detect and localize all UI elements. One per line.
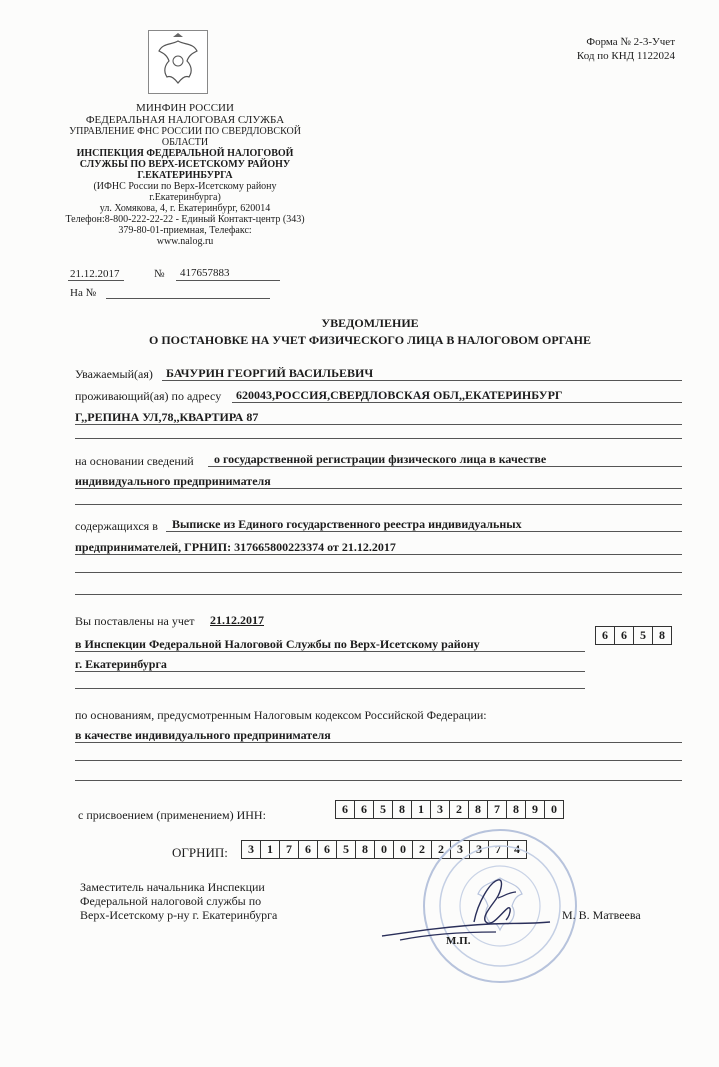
ogrnip-label: ОГРНИП: <box>172 845 228 860</box>
form-name: Форма № 2-3-Учет <box>586 36 675 48</box>
address-line-2: Г,,РЕПИНА УЛ,78,,КВАРТИРА 87 <box>75 410 259 424</box>
inn-digit: 6 <box>354 800 374 819</box>
ogrnip-digit: 2 <box>412 840 432 859</box>
grounds-label: по основаниям, предусмотренным Налоговым кодексом Российской Федерации: <box>75 708 487 722</box>
contained-line-1: Выписке из Единого государственного реестра индивидуальных <box>172 517 522 531</box>
ogrnip-digit: 7 <box>488 840 508 859</box>
header-line: ИНСПЕКЦИЯ ФЕДЕРАЛЬНОЙ НАЛОГОВОЙ <box>76 148 294 159</box>
ogrnip-digit: 3 <box>469 840 489 859</box>
inn-label: с присвоением (применением) ИНН: <box>78 808 266 822</box>
inn-digit: 8 <box>468 800 488 819</box>
signer-title-line-1: Заместитель начальника Инспекции <box>80 880 265 894</box>
ogrnip-digit: 6 <box>298 840 318 859</box>
inn-digit: 7 <box>487 800 507 819</box>
header-line: УПРАВЛЕНИЕ ФНС РОССИИ ПО СВЕРДЛОВСКОЙ <box>69 126 301 137</box>
header-line: г.Екатеринбурга) <box>149 192 221 203</box>
header-line: ул. Хомякова, 4, г. Екатеринбург, 620014 <box>99 203 271 214</box>
ogrnip-digit: 3 <box>450 840 470 859</box>
inn-digit: 0 <box>544 800 564 819</box>
header-line: www.nalog.ru <box>156 236 214 247</box>
header-line: СЛУЖБЫ ПО ВЕРХ-ИСЕТСКОМУ РАЙОНУ <box>79 159 291 170</box>
registered-date: 21.12.2017 <box>210 613 264 627</box>
basis-line-1: о государственной регистрации физического лица в качестве <box>214 452 547 466</box>
header-block <box>60 102 310 247</box>
header-line: (ИФНС России по Верх-Исетскому району <box>93 181 277 192</box>
handwritten-signature-icon <box>370 862 570 952</box>
ogrnip-digit: 8 <box>355 840 375 859</box>
contained-line-2: предпринимателей, ГРНИП: 317665800223374 от 21.12.2017 <box>75 540 396 554</box>
ogrnip-digit: 0 <box>393 840 413 859</box>
header-line: 379-80-01-приемная, Телефакс: <box>118 225 252 236</box>
inn-digit: 6 <box>335 800 355 819</box>
ogrnip-digit: 1 <box>260 840 280 859</box>
code-digit: 6 <box>614 626 634 645</box>
ogrnip-digit: 4 <box>507 840 527 859</box>
dear-label: Уважаемый(ая) <box>75 367 153 381</box>
coat-of-arms-icon <box>148 30 208 94</box>
ogrnip-digit: 2 <box>431 840 451 859</box>
doc-date: 21.12.2017 <box>70 268 120 280</box>
signer-name: М. В. Матвеева <box>562 908 641 922</box>
doc-number: 417657883 <box>180 267 230 279</box>
address-label: проживающий(ая) по адресу <box>75 389 222 403</box>
address-line-1: 620043,РОССИЯ,СВЕРДЛОВСКАЯ ОБЛ,,ЕКАТЕРИНБУРГ <box>236 388 563 402</box>
na-label: На № <box>70 287 97 299</box>
code-digit: 8 <box>652 626 672 645</box>
inn-digit: 2 <box>449 800 469 819</box>
ogrnip-digit: 0 <box>374 840 394 859</box>
ogrnip-digit: 3 <box>241 840 261 859</box>
form-knd: Код по КНД 1122024 <box>576 50 675 62</box>
ogrnip-digit: 7 <box>279 840 299 859</box>
ogrnip-digit: 6 <box>317 840 337 859</box>
ogrnip-digit: 5 <box>336 840 356 859</box>
inspection-line-2: г. Екатеринбурга <box>75 657 167 671</box>
inn-boxes <box>336 800 564 819</box>
code-digit: 6 <box>595 626 615 645</box>
header-line: Телефон:8-800-222-22-22 - Единый Контакт-центр (343) <box>65 214 305 225</box>
signer-title-line-2: Федеральной налоговой службы по <box>80 894 262 908</box>
stamp-place-label: М.П. <box>446 935 471 947</box>
header-line: ФЕДЕРАЛЬНАЯ НАЛОГОВАЯ СЛУЖБА <box>85 114 285 126</box>
title-line-1: УВЕДОМЛЕНИЕ <box>321 316 419 330</box>
inspection-line-1: в Инспекции Федеральной Налоговой Службы по Верх-Исетскому району <box>75 637 480 651</box>
header-line: ОБЛАСТИ <box>161 137 209 148</box>
taxpayer-name: БАЧУРИН ГЕОРГИЙ ВАСИЛЬЕВИЧ <box>166 366 374 380</box>
inn-digit: 8 <box>392 800 412 819</box>
signer-title-line-3: Верх-Исетскому р-ну г. Екатеринбурга <box>80 908 278 922</box>
inn-digit: 9 <box>525 800 545 819</box>
header-line: Г.ЕКАТЕРИНБУРГА <box>137 170 233 181</box>
inn-digit: 1 <box>411 800 431 819</box>
basis-line-2: индивидуального предпринимателя <box>75 474 271 488</box>
inspection-code <box>596 626 672 645</box>
inn-digit: 5 <box>373 800 393 819</box>
title-line-2: О ПОСТАНОВКЕ НА УЧЕТ ФИЗИЧЕСКОГО ЛИЦА В НАЛОГОВОМ ОРГАНЕ <box>149 333 591 347</box>
inn-digit: 3 <box>430 800 450 819</box>
basis-label: на основании сведений <box>75 454 194 468</box>
contained-label: содержащихся в <box>75 519 158 533</box>
grounds-text: в качестве индивидуального предпринимателя <box>75 728 331 742</box>
registered-label: Вы поставлены на учет <box>75 614 195 628</box>
doc-number-label: № <box>154 268 165 280</box>
inn-digit: 8 <box>506 800 526 819</box>
code-digit: 5 <box>633 626 653 645</box>
header-line: МИНФИН РОССИИ <box>136 102 234 114</box>
